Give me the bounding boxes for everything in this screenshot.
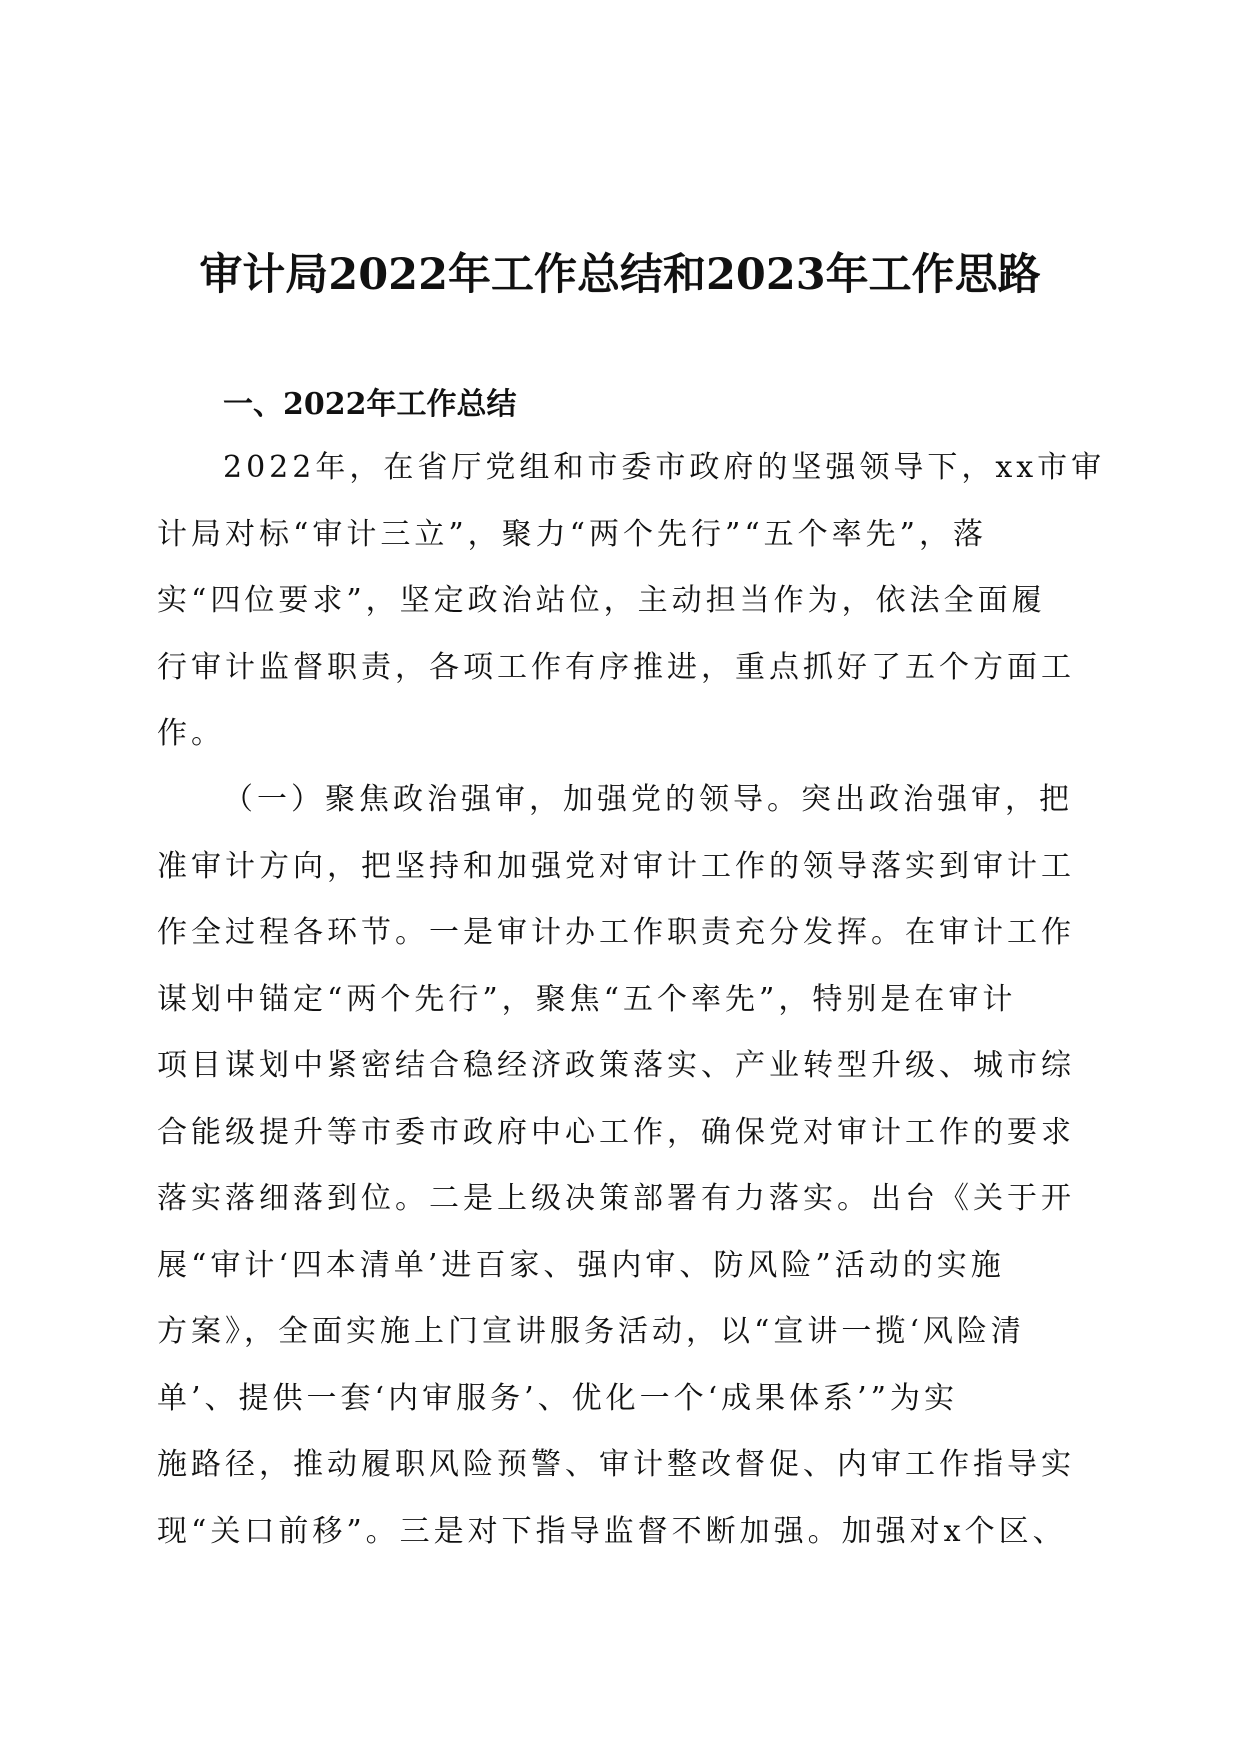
paragraph-line: （一）聚焦政治强审，加强党的领导。突出政治强审，把 [223, 782, 1073, 817]
paragraph-line: 单’、提供一套‘内审服务’、优化一个‘成果体系’”为实 [157, 1381, 959, 1416]
paragraph-line: 项目谋划中紧密结合稳经济政策落实、产业转型升级、城市综 [157, 1048, 1075, 1083]
paragraph-line: 施路径，推动履职风险预警、审计整改督促、内审工作指导实 [157, 1447, 1075, 1482]
section-heading: 一、2022年工作总结 [223, 387, 517, 422]
paragraph-line: 作。 [157, 716, 225, 751]
paragraph-line: 实“四位要求”，坚定政治站位，主动担当作为，依法全面履 [157, 583, 1046, 618]
paragraph-line: 落实落细落到位。二是上级决策部署有力落实。出台《关于开 [157, 1181, 1075, 1216]
paragraph-line: 现“关口前移”。三是对下指导监督不断加强。加强对x个区、 [157, 1514, 1067, 1549]
document-title: 审计局2022年工作总结和2023年工作思路 [199, 250, 1041, 300]
paragraph-line: 方案》，全面实施上门宣讲服务活动，以“宣讲一揽‘风险清 [157, 1314, 1025, 1349]
paragraph-line: 计局对标“审计三立”，聚力“两个先行”“五个率先”，落 [157, 517, 988, 552]
paragraph-line: 合能级提升等市委市政府中心工作，确保党对审计工作的要求 [157, 1115, 1075, 1150]
paragraph-line: 行审计监督职责，各项工作有序推进，重点抓好了五个方面工 [157, 650, 1075, 685]
paragraph-line: 谋划中锚定“两个先行”，聚焦“五个率先”，特别是在审计 [157, 982, 1017, 1017]
paragraph-line: 准审计方向，把坚持和加强党对审计工作的领导落实到审计工 [157, 849, 1075, 884]
paragraph-line: 2022年，在省厅党组和市委市政府的坚强领导下，xx市审 [223, 450, 1106, 485]
paragraph-line: 作全过程各环节。一是审计办工作职责充分发挥。在审计工作 [157, 915, 1075, 950]
paragraph-line: 展“审计‘四本清单’进百家、强内审、防风险”活动的实施 [157, 1248, 1005, 1283]
